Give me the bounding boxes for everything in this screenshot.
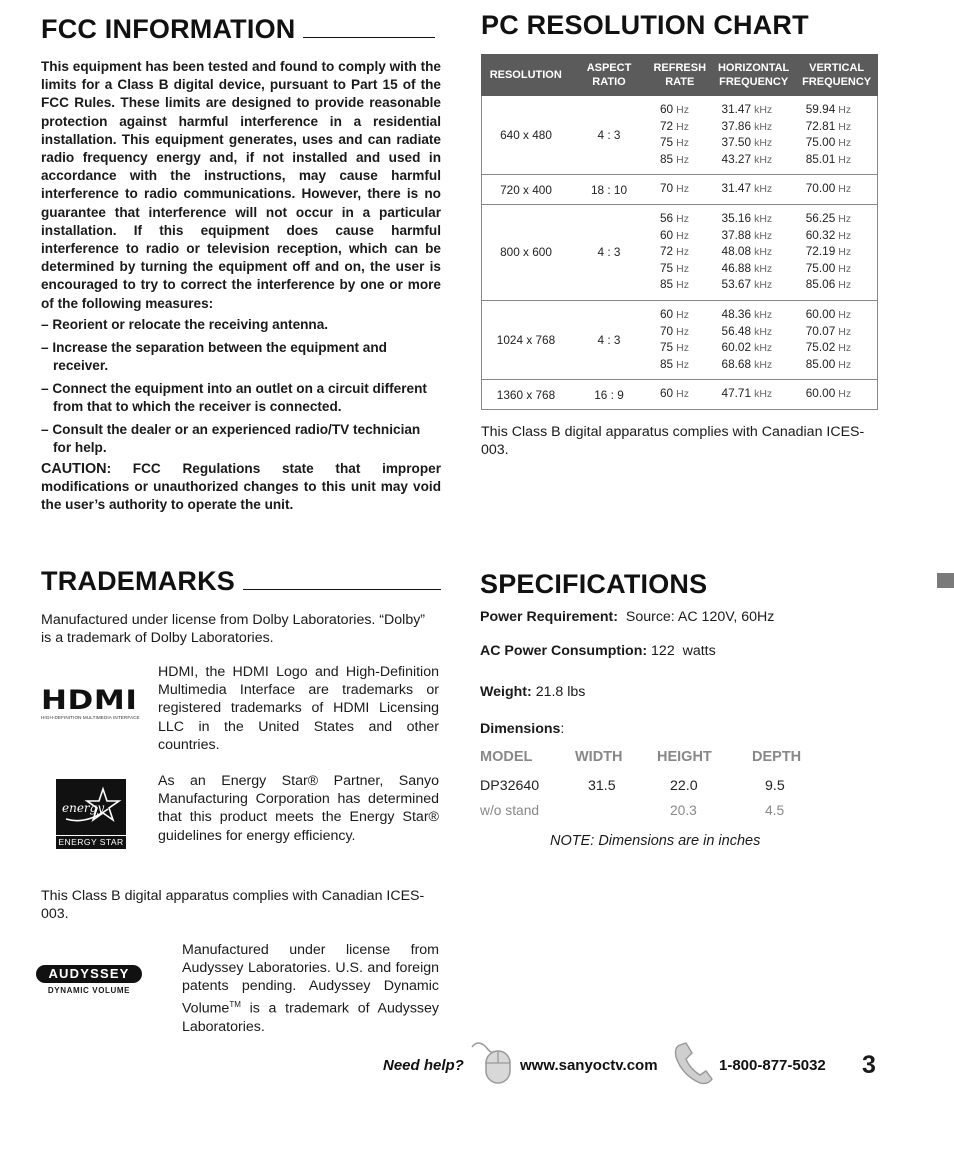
table-header-row [482,55,878,96]
power-requirement: Power Requirement: Source: AC 120V, 60Hz [480,609,775,625]
dimensions-note: NOTE: Dimensions are in inches [550,833,761,849]
table-row [482,96,878,175]
cell-horizontal-value: 37.88 kHz [721,227,773,242]
cell-horizontal [712,175,796,205]
hdmi-logo-subtitle: HIGH-DEFINITION MULTIMEDIA INTERFACE [41,715,140,720]
power-consumption: AC Power Consumption: 122 watts [480,643,716,659]
cell-refresh [648,300,712,379]
cell-refresh-value: 72 Hz [660,244,689,259]
cell-vertical-value: 85.00 Hz [805,356,852,371]
cell-refresh-value: 72 Hz [660,118,689,133]
cell-horizontal [712,380,796,410]
fcc-caution [41,460,441,515]
cell-vertical-value: 75.00 Hz [805,135,852,150]
cell-vertical-value: 75.02 Hz [805,340,852,355]
cell-refresh [648,204,712,300]
col-aspect: ASPECT RATIO [570,55,648,96]
cell-refresh [648,175,712,205]
cell-aspect: 4 : 3 [570,300,648,379]
cell-aspect: 16 : 9 [570,380,648,410]
cell-resolution: 1360 x 768 [482,380,571,410]
specs-heading: SPECIFICATIONS [480,569,708,599]
cell-horizontal-value: 31.47 kHz [721,181,773,196]
cell-refresh-value: 75 Hz [660,135,689,150]
fcc-measure-item: – Connect the equipment into an outlet on a circuit different from that to which the receiver is connected. [41,380,427,414]
audyssey-text: Manufactured under license from Audyssey Laboratories. U.S. and foreign patents pending. Audyssey Dynamic Volume™ is a trademark of Audyssey Laboratories. [182,942,439,1035]
cell-horizontal-value: 56.48 kHz [721,323,773,338]
mouse-icon [468,1037,516,1087]
cell-horizontal-value: 31.47 kHz [721,102,773,116]
col-refresh: REFRESH RATE [648,55,712,96]
cell-refresh-value: 75 Hz [660,260,689,275]
hdmi-text: HDMI, the HDMI Logo and High-Definition Multimedia Interface are trademarks or registered trademarks of HDMI Licensing LLC in the United States and other countries. [158,664,439,753]
weight: Weight: 21.8 lbs [480,684,586,700]
cell-vertical-value: 60.00 Hz [805,386,852,401]
cell-refresh [648,380,712,410]
fcc-paragraph: This equipment has been tested and found to comply with the limits for a Class B digital device, pursuant to Part 15 of the FCC Rules. These limits are designed to provide reasonable protection against harmful interference in a residential installation. This equipment generates, uses and can radiate radio frequency energy and, if not installed and used in accordance with the instructions, may cause harmful interference to radio communications. However, there is no guarantee that interference will not occur in a particular installation. If this equipment does cause harmful interference to radio or television reception, which can be determined by turning the equipment off and on, the user is encouraged to try to correct the interference by one or more of the following measures: [41,59,441,311]
cell-horizontal-value: 53.67 kHz [721,277,773,292]
cell-vertical [796,96,878,175]
cell-refresh-value: 70 Hz [660,323,689,338]
hdmi-logo-text: HDMI [41,685,138,716]
page-number: 3 [862,1051,876,1079]
dolby-text: Manufactured under license from Dolby Laboratories. “Dolby” is a trademark of Dolby Laboratories. [41,612,426,647]
cell-horizontal-value: 46.88 kHz [721,260,773,275]
energy-script: energy [62,801,105,815]
cell-resolution: 1024 x 768 [482,300,571,379]
cell-refresh-value: 70 Hz [660,181,689,196]
energy-star-text: As an Energy Star® Partner, Sanyo Manufacturing Corporation has determined that this product meets the Energy Star® guidelines for energy efficiency. [158,773,439,844]
cell-resolution: 800 x 600 [482,204,571,300]
cell-refresh-value: 85 Hz [660,151,689,166]
trademarks-section [41,566,441,1035]
cell-refresh-value: 56 Hz [660,210,689,225]
col-resolution: RESOLUTION [482,55,571,96]
cell-vertical [796,204,878,300]
dim-col-width: WIDTH [575,749,623,765]
caution-label: CAUTION [41,460,107,477]
cell-horizontal-value: 60.02 kHz [721,340,773,355]
cell-vertical-value: 60.32 Hz [805,227,852,242]
table-body [482,96,878,410]
pc-chart-section [481,10,881,459]
cell-vertical [796,300,878,379]
phone-number[interactable]: 1-800-877-5032 [719,1057,826,1074]
website-link[interactable]: www.sanyoctv.com [520,1057,658,1074]
cell-refresh-value: 75 Hz [660,340,689,355]
dimensions-model-row [480,778,810,798]
cell-horizontal-value: 35.16 kHz [721,210,773,225]
dim-stand-height: 20.3 [670,803,697,818]
cell-refresh-value: 85 Hz [660,356,689,371]
phone-icon [672,1039,716,1087]
table-row [482,175,878,205]
audyssey-logo-text: AUDYSSEY [36,965,142,983]
dim-col-depth: DEPTH [752,749,802,765]
dim-height: 22.0 [670,778,698,794]
cell-vertical-value: 72.19 Hz [805,244,852,259]
cell-horizontal-value: 43.27 kHz [721,151,773,166]
cell-refresh-value: 60 Hz [660,386,689,401]
fcc-body [41,58,441,313]
dim-model: DP32640 [480,778,540,794]
need-help-text: Need help? [383,1057,464,1074]
fcc-measure-item: – Increase the separation between the equipment and receiver. [41,339,387,373]
fcc-section [41,14,441,514]
cell-vertical-value: 70.07 Hz [805,323,852,338]
cell-horizontal-value: 68.68 kHz [721,356,773,371]
cell-refresh-value: 60 Hz [660,306,689,321]
footer [0,1035,954,1095]
cell-vertical-value: 85.06 Hz [805,277,852,292]
cell-refresh-value: 60 Hz [660,227,689,242]
cell-horizontal-value: 48.08 kHz [721,244,773,259]
fcc-measure-item: – Consult the dealer or an experienced radio/TV technician for help. [41,421,421,455]
dim-col-model: MODEL [480,749,533,765]
dim-stand-label: w/o stand [480,803,540,818]
cell-horizontal-value: 47.71 kHz [721,386,773,401]
col-vertical: VERTICAL FREQUENCY [796,55,878,96]
cell-horizontal-value: 37.86 kHz [721,118,773,133]
table-row [482,380,878,410]
cell-vertical-value: 70.00 Hz [805,181,852,196]
audyssey-logo [36,965,146,995]
cell-vertical-value: 60.00 Hz [805,306,852,321]
cell-refresh-value: 60 Hz [660,102,689,116]
cell-vertical-value: 85.01 Hz [805,151,852,166]
dim-stand-depth: 4.5 [765,803,785,818]
fcc-measures-list [41,316,441,457]
cell-aspect: 18 : 10 [570,175,648,205]
cell-refresh-value: 85 Hz [660,277,689,292]
fcc-measure-item: – Reorient or relocate the receiving antenna. [41,316,329,332]
caution-text: : FCC Regulations state that improper modifications or unauthorized changes to this unit may void the user’s authority to operate the unit. [41,460,441,513]
dimensions-label: Dimensions: [480,721,565,737]
energy-star-label: ENERGY STAR [56,835,126,849]
pc-chart-note: This Class B digital apparatus complies with Canadian ICES-003. [481,423,865,459]
fcc-heading: FCC INFORMATION [41,14,441,45]
cell-horizontal [712,96,796,175]
dim-col-height: HEIGHT [657,749,712,765]
pc-resolution-table [481,54,878,410]
cell-refresh [648,96,712,175]
dim-width: 31.5 [588,778,616,794]
cell-vertical [796,380,878,410]
cell-vertical [796,175,878,205]
pc-chart-heading: PC RESOLUTION CHART [481,10,809,40]
hdmi-logo [41,685,145,720]
cell-vertical-value: 75.00 Hz [805,260,852,275]
cell-horizontal [712,300,796,379]
energy-star-logo [56,779,126,849]
col-horizontal: HORIZONTAL FREQUENCY [712,55,796,96]
cell-resolution: 720 x 400 [482,175,571,205]
page-tab-marker [937,573,954,588]
table-row [482,204,878,300]
cell-horizontal-value: 37.50 kHz [721,135,773,150]
dim-depth: 9.5 [765,778,785,794]
cell-horizontal-value: 48.36 kHz [721,306,773,321]
trademarks-heading: TRADEMARKS [41,566,441,597]
cell-vertical-value: 56.25 Hz [805,210,852,225]
table-row [482,300,878,379]
cell-aspect: 4 : 3 [570,204,648,300]
specs-section [480,569,880,849]
canada-text: This Class B digital apparatus complies with Canadian ICES-003. [41,888,425,923]
audyssey-logo-subtitle: DYNAMIC VOLUME [47,986,131,995]
cell-horizontal [712,204,796,300]
cell-resolution: 640 x 480 [482,96,571,175]
cell-vertical-value: 72.81 Hz [805,118,852,133]
cell-vertical-value: 59.94 Hz [805,102,852,116]
dimensions-stand-row [480,803,810,823]
cell-aspect: 4 : 3 [570,96,648,175]
dimensions-header [480,749,810,769]
